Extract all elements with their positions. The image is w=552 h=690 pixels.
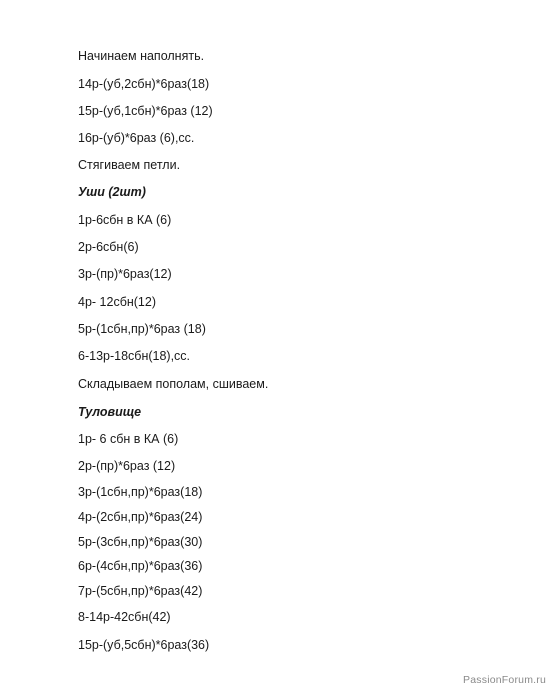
text-line: Начинаем наполнять.: [78, 49, 205, 63]
section-heading-body: Туловище: [78, 405, 142, 419]
text-line: 15р-(уб,1сбн)*6раз (12): [78, 104, 213, 118]
section-heading-ears: Уши (2шт): [78, 185, 146, 199]
text-line: 15р-(уб,5сбн)*6раз(36): [78, 638, 210, 652]
text-line: 4р- 12сбн(12): [78, 295, 156, 309]
text-line: Складываем пополам, сшиваем.: [78, 377, 269, 391]
watermark: PassionForum.ru: [463, 674, 546, 686]
text-line: 5р-(1сбн,пр)*6раз (18): [78, 322, 206, 336]
text-line: 7р-(5сбн,пр)*6раз(42): [78, 584, 203, 598]
text-line: 16р-(уб)*6раз (6),сс.: [78, 131, 195, 145]
text-line: 1р- 6 сбн в КА (6): [78, 432, 179, 446]
text-line: 3р-(1сбн,пр)*6раз(18): [78, 485, 203, 499]
text-line: 2р-6сбн(6): [78, 240, 139, 254]
text-line: 5р-(3сбн,пр)*6раз(30): [78, 535, 203, 549]
text-line: 6-13р-18сбн(18),сс.: [78, 349, 191, 363]
text-line: 1р-6сбн в КА (6): [78, 213, 172, 227]
text-line: 2р-(пр)*6раз (12): [78, 459, 176, 473]
text-line: Стягиваем петли.: [78, 158, 181, 172]
text-line: 3р-(пр)*6раз(12): [78, 267, 172, 281]
text-line: 14р-(уб,2сбн)*6раз(18): [78, 77, 210, 91]
text-line: 6р-(4сбн,пр)*6раз(36): [78, 559, 203, 573]
text-line: 8-14р-42сбн(42): [78, 610, 171, 624]
text-line: 4р-(2сбн,пр)*6раз(24): [78, 510, 203, 524]
